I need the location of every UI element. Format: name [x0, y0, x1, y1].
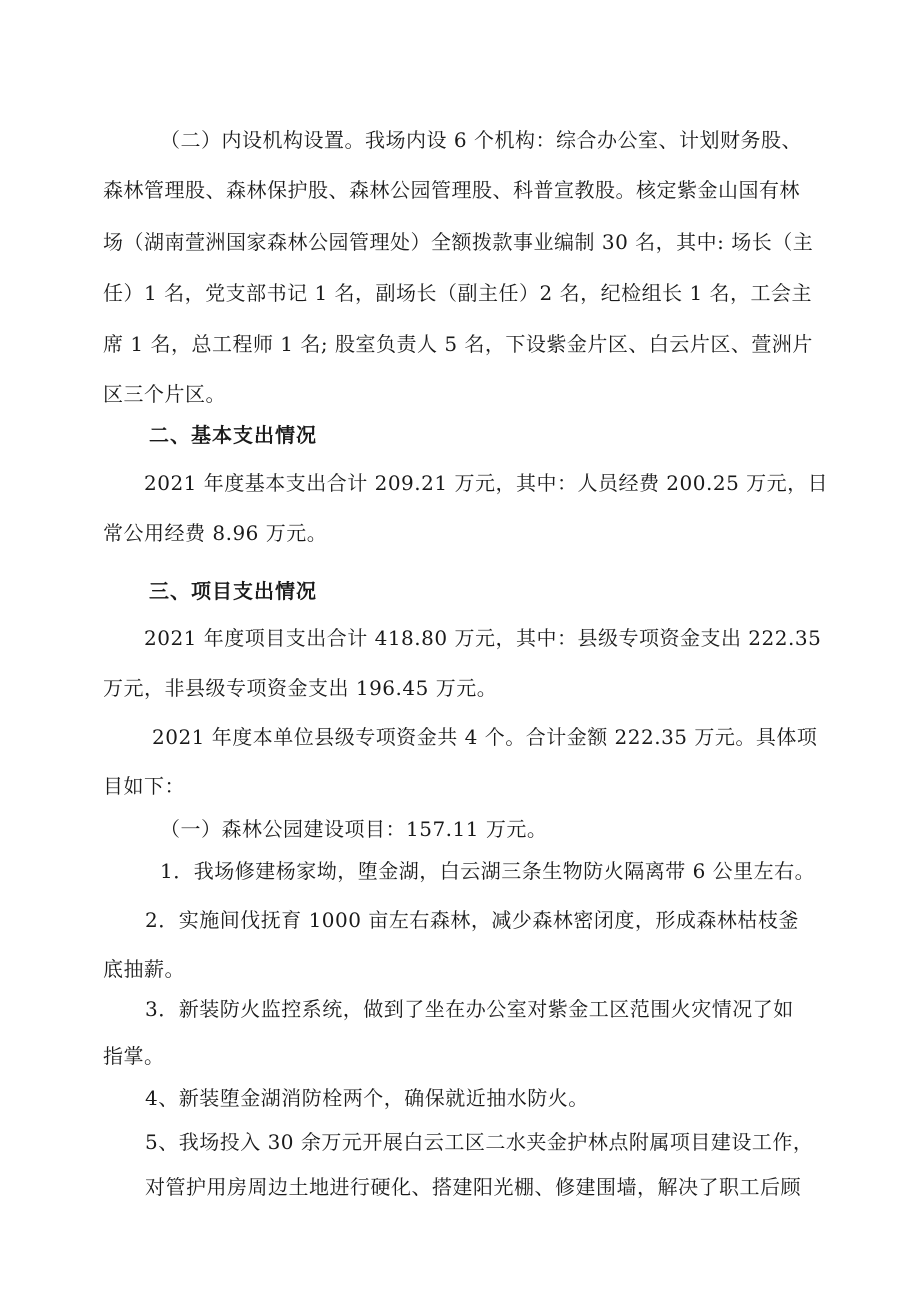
section-heading: 三、项目支出情况	[149, 579, 317, 603]
paragraph-line: 万元，非县级专项资金支出 196.45 万元。	[103, 676, 498, 700]
paragraph-line: 森林管理股、森林保护股、森林公园管理股、科普宣教股。核定紫金山国有林	[103, 178, 800, 202]
list-item: 对管护用房周边土地进行硬化、搭建阳光棚、修建围墙，解决了职工后顾	[145, 1175, 801, 1199]
paragraph-line: 任）1 名，党支部书记 1 名，副场长（副主任）2 名，纪检组长 1 名，工会主	[103, 281, 813, 305]
paragraph-line: （一）森林公园建设项目：157.11 万元。	[160, 817, 548, 841]
list-item: 1．我场修建杨家坳，堕金湖，白云湖三条生物防火隔离带 6 公里左右。	[160, 859, 816, 883]
paragraph-line: 常公用经费 8.96 万元。	[103, 521, 328, 545]
paragraph-line: （二）内设机构设置。我场内设 6 个机构：综合办公室、计划财务股、	[160, 128, 802, 152]
paragraph-line: 席 1 名，总工程师 1 名; 股室负责人 5 名，下设紫金片区、白云片区、萱洲片	[103, 332, 813, 356]
paragraph-line: 2021 年度本单位县级专项资金共 4 个。合计金额 222.35 万元。具体项	[152, 725, 818, 749]
list-item: 2．实施间伐抚育 1000 亩左右森林，减少森林密闭度，形成森林枯枝釜	[145, 908, 799, 932]
list-item: 指掌。	[103, 1044, 165, 1068]
paragraph-line: 场（湖南萱洲国家森林公园管理处）全额拨款事业编制 30 名，其中: 场长（主	[103, 230, 814, 254]
list-item: 底抽薪。	[103, 957, 185, 981]
section-heading: 二、基本支出情况	[149, 423, 317, 447]
paragraph-line: 区三个片区。	[103, 382, 226, 406]
paragraph-line: 2021 年度基本支出合计 209.21 万元，其中：人员经费 200.25 万元，日	[144, 471, 829, 495]
paragraph-line: 2021 年度项目支出合计 418.80 万元，其中：县级专项资金支出 222.35	[144, 626, 822, 650]
list-item: 3．新装防火监控系统，做到了坐在办公室对紫金工区范围火灾情况了如	[145, 997, 794, 1021]
paragraph-line: 目如下：	[103, 774, 185, 798]
list-item: 5、我场投入 30 余万元开展白云工区二水夹金护林点附属项目建设工作，	[145, 1130, 814, 1154]
list-item: 4、新装堕金湖消防栓两个，确保就近抽水防火。	[145, 1086, 589, 1110]
